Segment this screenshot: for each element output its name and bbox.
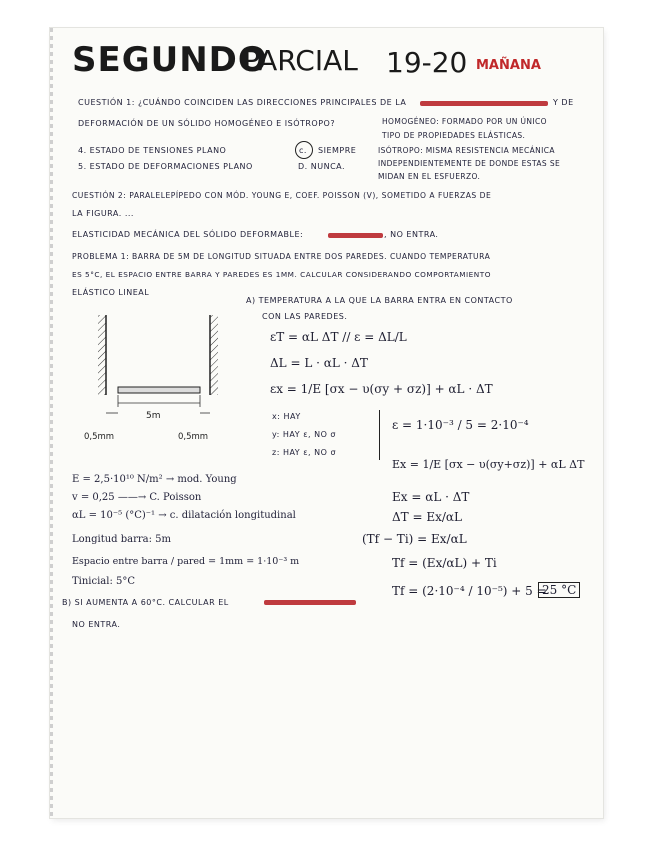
- eq-delta-t: ΔT = Ex/αL: [392, 510, 462, 524]
- session-label: MAÑANA: [476, 58, 541, 73]
- data-initial-temperature: Tinicial: 5°C: [72, 576, 136, 587]
- axis-z-note: z: HAY ε, NO σ: [272, 448, 337, 457]
- data-bar-length: Longitud barra: 5m: [72, 534, 172, 545]
- q1-option-c-letter: c.: [299, 146, 307, 155]
- q1-note-homogeneo-2: TIPO DE PROPIEDADES ELÁSTICAS.: [382, 131, 526, 140]
- eq-ex-thermal: Ex = αL · ΔT: [392, 490, 470, 504]
- length-label: 5m: [146, 411, 161, 421]
- problem-line2: ES 5°C, EL ESPACIO ENTRE BARRA Y PAREDES ES 1MM. CALCULAR CONSIDERANDO COMPORTAMIENTO: [72, 270, 491, 279]
- eq-ex-general: Ex = 1/E [σx − υ(σy+σz)] + αL ΔT: [392, 458, 585, 471]
- bar-walls-figure: [78, 315, 238, 450]
- q1-redacted: [420, 101, 548, 106]
- part-a-line1: A) TEMPERATURA A LA QUE LA BARRA ENTRA EN CONTACTO: [246, 296, 513, 305]
- axis-x-note: x: HAY: [272, 412, 301, 421]
- left-wall: [98, 315, 106, 395]
- data-young-modulus: E = 2,5·10¹⁰ N/m² → mod. Young: [72, 474, 237, 485]
- q1-option-d: D. NUNCA.: [298, 162, 346, 171]
- problem-line1: PROBLEMA 1: BARRA DE 5M DE LONGITUD SITUADA ENTRE DOS PAREDES. CUANDO TEMPERATURA: [72, 252, 491, 261]
- gap-left-label: 0,5mm: [84, 432, 115, 442]
- gap-right-label: 0,5mm: [178, 432, 209, 442]
- title-year: 19-20: [386, 46, 468, 79]
- data-poisson: v = 0,25 ——→ C. Poisson: [72, 492, 202, 503]
- problem-line3: ELÁSTICO LINEAL: [72, 288, 150, 297]
- bar: [118, 387, 200, 393]
- eq-tf-ti: (Tf − Ti) = Ex/αL: [362, 532, 467, 546]
- part-b-line: B) SI AUMENTA A 60°C. CALCULAR EL: [62, 598, 229, 607]
- q1-option-a: 4. ESTADO DE TENSIONES PLANO: [78, 146, 227, 155]
- eq-elongation: ΔL = L · αL · ΔT: [270, 356, 368, 370]
- q1-option-c: SIEMPRE: [318, 146, 357, 155]
- binding-edge: [50, 28, 53, 818]
- data-alpha: αL = 10⁻⁵ (°C)⁻¹ → c. dilatación longitudinal: [72, 510, 296, 521]
- q1-note-homogeneo-1: HOMOGÉNEO: FORMADO POR UN ÚNICO: [382, 117, 547, 126]
- q2-line2: LA FIGURA. ...: [72, 209, 134, 218]
- part-a-line2: CON LAS PAREDES.: [262, 312, 348, 321]
- eq-tf: Tf = (Ex/αL) + Ti: [392, 556, 497, 570]
- q1-line2: DEFORMACIÓN DE UN SÓLIDO HOMOGÉNEO E ISÓTROPO?: [78, 119, 336, 128]
- q2-redacted: [328, 233, 383, 238]
- part-b-end: NO ENTRA.: [72, 620, 121, 629]
- q1-note-isotropo-1: ISÓTROPO: MISMA RESISTENCIA MECÁNICA: [378, 146, 555, 155]
- q1-line1-end: Y DE: [553, 98, 574, 107]
- result-box: 25 °C: [538, 582, 580, 598]
- title-segundo: SEGUNDO: [72, 40, 268, 80]
- title-parcial: PARCIAL: [243, 44, 358, 77]
- eq-hooke-general: εx = 1/E [σx − υ(σy + σz)] + αL · ΔT: [270, 382, 493, 396]
- q1-line1: CUESTIÓN 1: ¿CUÁNDO COINCIDEN LAS DIRECCIONES PRINCIPALES DE LA: [78, 98, 407, 107]
- q2-line1: CUESTIÓN 2: PARALELEPÍPEDO CON MÓD. YOUNG E, COEF. POISSON (V), SOMETIDO A FUERZAS DE: [72, 191, 492, 200]
- q2-line3-end: , NO ENTRA.: [384, 230, 439, 239]
- right-wall: [210, 315, 218, 395]
- eq-strain-value: ε = 1·10⁻³ / 5 = 2·10⁻⁴: [392, 418, 529, 432]
- brace: [376, 410, 380, 460]
- eq-tf-numeric: Tf = (2·10⁻⁴ / 10⁻⁵) + 5 =: [392, 584, 547, 598]
- axis-y-note: y: HAY ε, NO σ: [272, 430, 336, 439]
- eq-thermal-strain: εT = αL ΔT // ε = ΔL/L: [270, 330, 407, 344]
- q1-note-isotropo-2: INDEPENDIENTEMENTE DE DONDE ESTAS SE: [378, 159, 561, 168]
- q1-option-b: 5. ESTADO DE DEFORMACIONES PLANO: [78, 162, 253, 171]
- q2-line3: ELASTICIDAD MECÁNICA DEL SÓLIDO DEFORMABLE:: [72, 230, 304, 239]
- q1-note-isotropo-3: MIDAN EN EL ESFUERZO.: [378, 172, 481, 181]
- part-b-redacted: [264, 600, 356, 605]
- data-gap: Espacio entre barra / pared = 1mm = 1·10⁻³ m: [72, 556, 300, 567]
